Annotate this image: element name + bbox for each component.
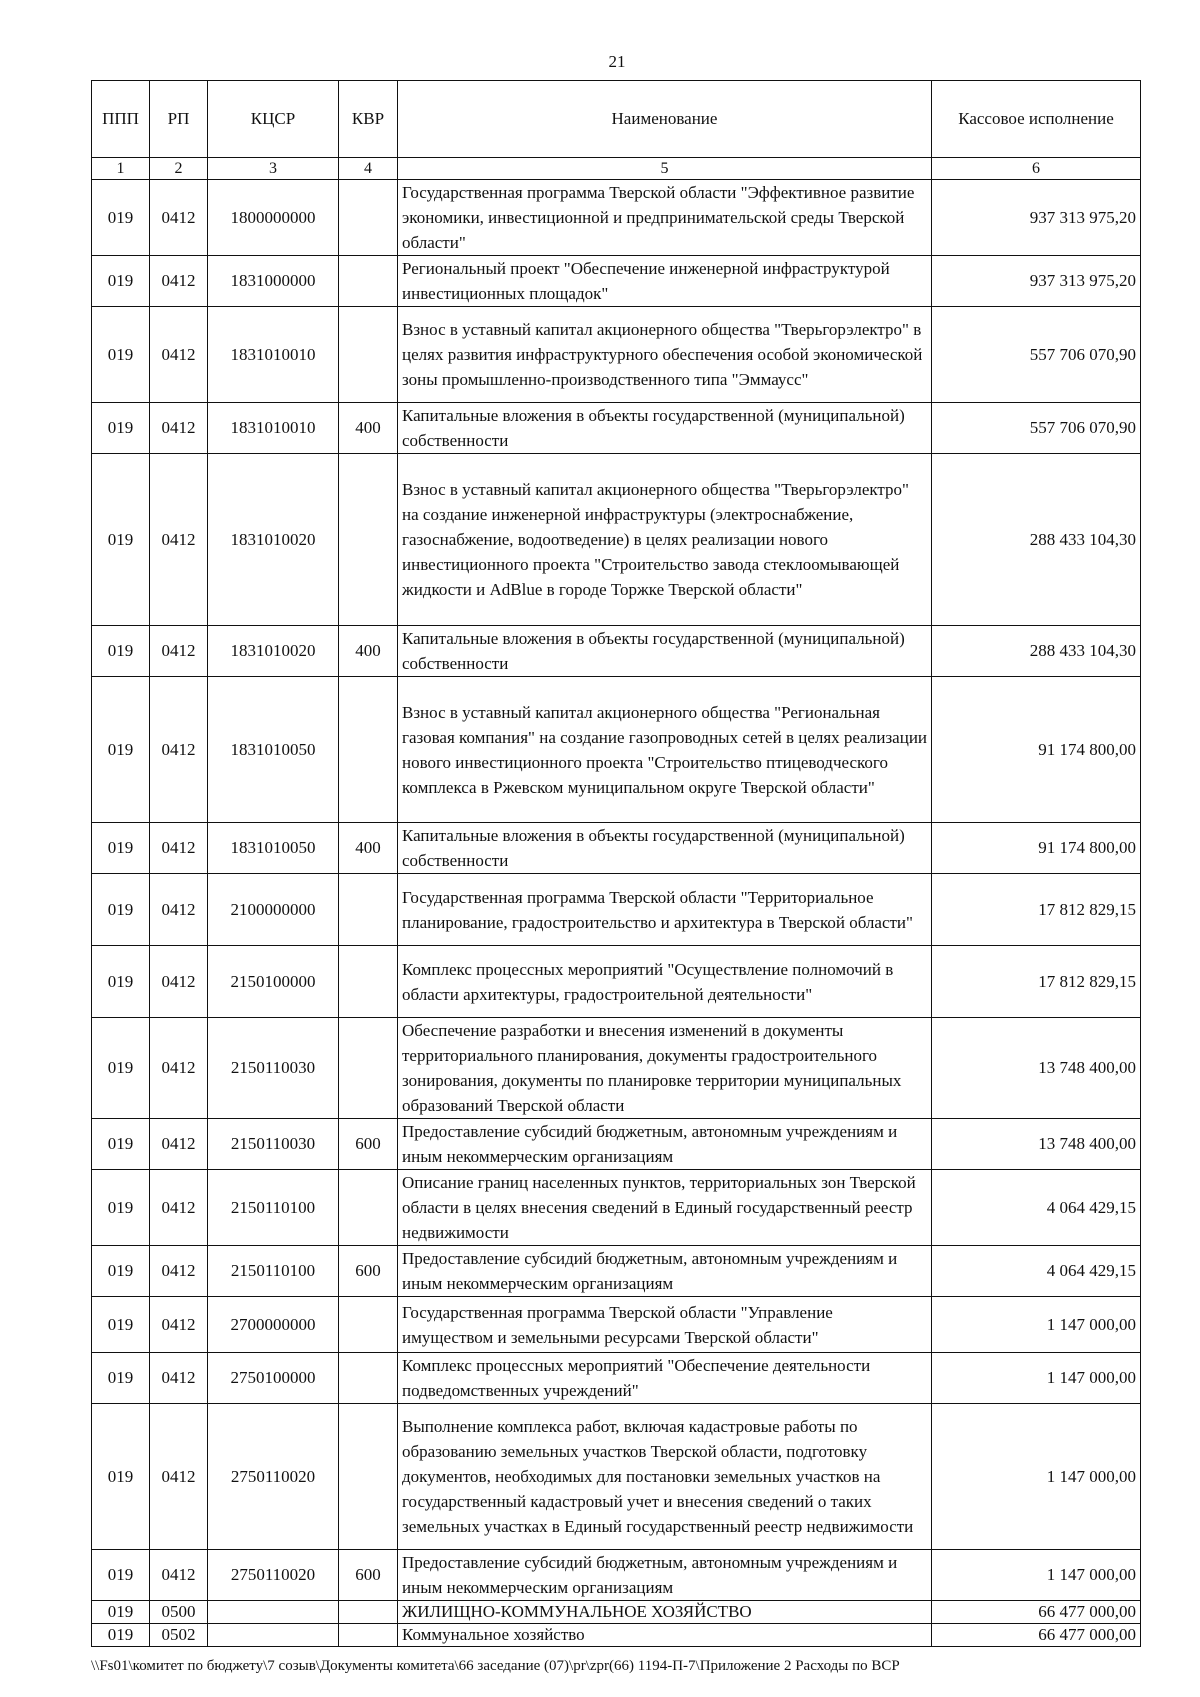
cell-kvr (339, 1404, 398, 1550)
cell-name: Капитальные вложения в объекты государственной (муниципальной) собственности (398, 403, 932, 454)
cell-rp: 0412 (150, 1246, 208, 1297)
cell-kcsr: 2750110020 (208, 1550, 339, 1601)
cell-ppp: 019 (92, 454, 150, 626)
cell-kvr: 600 (339, 1246, 398, 1297)
cell-amount: 4 064 429,15 (932, 1170, 1141, 1246)
cell-amount: 91 174 800,00 (932, 677, 1141, 823)
table-row (92, 1018, 1141, 1119)
cell-kcsr: 1831000000 (208, 256, 339, 307)
cell-kcsr: 1831010010 (208, 307, 339, 403)
column-number: 2 (150, 158, 208, 180)
table-row (92, 823, 1141, 874)
cell-rp: 0502 (150, 1624, 208, 1647)
cell-kcsr: 1831010010 (208, 403, 339, 454)
cell-kcsr: 1831010020 (208, 626, 339, 677)
cell-kcsr (208, 1601, 339, 1624)
cell-rp: 0412 (150, 874, 208, 946)
cell-kvr (339, 1018, 398, 1119)
header-amount: Кассовое исполнение (932, 81, 1141, 158)
cell-amount: 937 313 975,20 (932, 256, 1141, 307)
cell-rp: 0412 (150, 403, 208, 454)
cell-kcsr: 1831010050 (208, 823, 339, 874)
cell-kcsr: 2750110020 (208, 1404, 339, 1550)
cell-amount: 1 147 000,00 (932, 1404, 1141, 1550)
page-number: 21 (608, 52, 626, 71)
cell-rp: 0412 (150, 677, 208, 823)
cell-kvr: 400 (339, 823, 398, 874)
cell-rp: 0412 (150, 454, 208, 626)
table-row (92, 454, 1141, 626)
cell-amount: 288 433 104,30 (932, 626, 1141, 677)
cell-kvr (339, 1297, 398, 1353)
column-number: 5 (398, 158, 932, 180)
cell-name: Предоставление субсидий бюджетным, автономным учреждениям и иным некоммерческим организациям (398, 1246, 932, 1297)
cell-rp: 0412 (150, 256, 208, 307)
cell-ppp: 019 (92, 403, 150, 454)
cell-ppp: 019 (92, 256, 150, 307)
cell-kcsr: 2150110100 (208, 1246, 339, 1297)
cell-kvr (339, 256, 398, 307)
cell-rp: 0500 (150, 1601, 208, 1624)
cell-ppp: 019 (92, 1624, 150, 1647)
cell-ppp: 019 (92, 1246, 150, 1297)
cell-kcsr: 2150110100 (208, 1170, 339, 1246)
cell-amount: 91 174 800,00 (932, 823, 1141, 874)
table-row (92, 874, 1141, 946)
cell-name: Государственная программа Тверской области "Управление имуществом и земельными ресурсами Тверской области" (398, 1297, 932, 1353)
cell-kcsr: 1800000000 (208, 180, 339, 256)
table-row (92, 1119, 1141, 1170)
cell-amount: 557 706 070,90 (932, 403, 1141, 454)
cell-name: Региональный проект "Обеспечение инженерной инфраструктурой инвестиционных площадок" (398, 256, 932, 307)
cell-rp: 0412 (150, 626, 208, 677)
column-number-row (92, 158, 1141, 180)
cell-ppp: 019 (92, 1353, 150, 1404)
cell-ppp: 019 (92, 1404, 150, 1550)
table-row (92, 626, 1141, 677)
table-row (92, 1404, 1141, 1550)
cell-ppp: 019 (92, 1119, 150, 1170)
table-row (92, 1601, 1141, 1624)
cell-kvr (339, 180, 398, 256)
cell-name: Предоставление субсидий бюджетным, автономным учреждениям и иным некоммерческим организациям (398, 1550, 932, 1601)
cell-kcsr (208, 1624, 339, 1647)
cell-rp: 0412 (150, 1404, 208, 1550)
cell-name: Капитальные вложения в объекты государственной (муниципальной) собственности (398, 626, 932, 677)
cell-kcsr: 2100000000 (208, 874, 339, 946)
cell-amount: 17 812 829,15 (932, 946, 1141, 1018)
cell-rp: 0412 (150, 307, 208, 403)
cell-amount: 4 064 429,15 (932, 1246, 1141, 1297)
column-number: 1 (92, 158, 150, 180)
cell-name: Коммунальное хозяйство (398, 1624, 932, 1647)
cell-kvr (339, 874, 398, 946)
cell-amount: 17 812 829,15 (932, 874, 1141, 946)
table-row (92, 180, 1141, 256)
cell-kcsr: 1831010050 (208, 677, 339, 823)
cell-ppp: 019 (92, 874, 150, 946)
table-row (92, 307, 1141, 403)
cell-amount: 557 706 070,90 (932, 307, 1141, 403)
cell-kvr (339, 946, 398, 1018)
header-kvr: КВР (339, 81, 398, 158)
cell-kvr: 600 (339, 1119, 398, 1170)
column-number: 3 (208, 158, 339, 180)
cell-kvr (339, 1624, 398, 1647)
cell-rp: 0412 (150, 180, 208, 256)
cell-kvr: 400 (339, 403, 398, 454)
cell-kvr (339, 307, 398, 403)
cell-ppp: 019 (92, 180, 150, 256)
cell-amount: 13 748 400,00 (932, 1018, 1141, 1119)
table-row (92, 1297, 1141, 1353)
table-row (92, 1624, 1141, 1647)
cell-ppp: 019 (92, 1018, 150, 1119)
header-kcsr: КЦСР (208, 81, 339, 158)
cell-ppp: 019 (92, 1170, 150, 1246)
cell-rp: 0412 (150, 823, 208, 874)
column-number: 4 (339, 158, 398, 180)
table-row (92, 256, 1141, 307)
table-row (92, 1353, 1141, 1404)
cell-name: Комплекс процессных мероприятий "Осуществление полномочий в области архитектуры, градостроительной деятельности" (398, 946, 932, 1018)
cell-kvr (339, 677, 398, 823)
cell-kvr (339, 1353, 398, 1404)
cell-amount: 1 147 000,00 (932, 1297, 1141, 1353)
cell-ppp: 019 (92, 1550, 150, 1601)
cell-amount: 288 433 104,30 (932, 454, 1141, 626)
cell-kvr (339, 1170, 398, 1246)
cell-rp: 0412 (150, 1018, 208, 1119)
table-row (92, 1170, 1141, 1246)
cell-kcsr: 2750100000 (208, 1353, 339, 1404)
cell-name: Предоставление субсидий бюджетным, автономным учреждениям и иным некоммерческим организациям (398, 1119, 932, 1170)
cell-ppp: 019 (92, 677, 150, 823)
cell-name: Взнос в уставный капитал акционерного общества "Тверьгорэлектро" в целях развития инфраструктурного обеспечения особой экономической зоны промышленно-производственного типа "Эммаусс" (398, 307, 932, 403)
cell-kvr: 400 (339, 626, 398, 677)
cell-amount: 13 748 400,00 (932, 1119, 1141, 1170)
file-path-footer: \\Fs01\комитет по бюджету\7 созыв\Документы комитета\66 заседание (07)\pr\zpr(66) 1194-П-7\Приложение 2 Расходы по ВСР (91, 1658, 900, 1674)
column-number: 6 (932, 158, 1141, 180)
cell-name: Описание границ населенных пунктов, территориальных зон Тверской области в целях внесения сведений в Единый государственный реестр недвижимости (398, 1170, 932, 1246)
cell-name: Государственная программа Тверской области "Эффективное развитие экономики, инвестиционной и предпринимательской среды Тверской области" (398, 180, 932, 256)
table-row (92, 946, 1141, 1018)
cell-amount: 937 313 975,20 (932, 180, 1141, 256)
cell-name: Государственная программа Тверской области "Территориальное планирование, градостроительство и архитектура в Тверской области" (398, 874, 932, 946)
cell-name: Комплекс процессных мероприятий "Обеспечение деятельности подведомственных учреждений" (398, 1353, 932, 1404)
cell-name: Выполнение комплекса работ, включая кадастровые работы по образованию земельных участков Тверской области, подготовку документов, необходимых для постановки земельных участков на государственный кадастровый учет и внесения сведений о таких земельных участках в Единый государственный реестр недвижимости (398, 1404, 932, 1550)
cell-ppp: 019 (92, 946, 150, 1018)
cell-amount: 1 147 000,00 (932, 1550, 1141, 1601)
cell-ppp: 019 (92, 626, 150, 677)
cell-amount: 1 147 000,00 (932, 1353, 1141, 1404)
header-name: Наименование (398, 81, 932, 158)
cell-kcsr: 2150100000 (208, 946, 339, 1018)
cell-name: Обеспечение разработки и внесения изменений в документы территориального планирования, документы градостроительного зонирования, документы по планировке территории муниципальных образований Тверской области (398, 1018, 932, 1119)
cell-name: ЖИЛИЩНО-КОММУНАЛЬНОЕ ХОЗЯЙСТВО (398, 1601, 932, 1624)
cell-rp: 0412 (150, 1119, 208, 1170)
cell-ppp: 019 (92, 1601, 150, 1624)
cell-rp: 0412 (150, 1353, 208, 1404)
budget-table (91, 80, 1141, 1647)
cell-ppp: 019 (92, 1297, 150, 1353)
table-row (92, 1550, 1141, 1601)
header-ppp: ППП (92, 81, 150, 158)
cell-rp: 0412 (150, 1297, 208, 1353)
cell-kcsr: 2150110030 (208, 1018, 339, 1119)
cell-amount: 66 477 000,00 (932, 1624, 1141, 1647)
cell-rp: 0412 (150, 946, 208, 1018)
table-row (92, 1246, 1141, 1297)
cell-kvr (339, 1601, 398, 1624)
cell-kcsr: 2700000000 (208, 1297, 339, 1353)
cell-kvr: 600 (339, 1550, 398, 1601)
header-row (92, 81, 1141, 158)
table-row (92, 403, 1141, 454)
cell-name: Взнос в уставный капитал акционерного общества "Региональная газовая компания" на создание газопроводных сетей в целях реализации нового инвестиционного проекта "Строительство птицеводческого комплекса в Ржевском муниципальном округе Тверской области" (398, 677, 932, 823)
cell-name: Взнос в уставный капитал акционерного общества "Тверьгорэлектро" на создание инженерной инфраструктуры (электроснабжение, газоснабжение, водоотведение) в целях реализации нового инвестиционного проекта "Строительство завода стеклоомывающей жидкости и AdBlue в городе Торжке Тверской области" (398, 454, 932, 626)
cell-rp: 0412 (150, 1550, 208, 1601)
cell-kcsr: 2150110030 (208, 1119, 339, 1170)
header-rp: РП (150, 81, 208, 158)
cell-ppp: 019 (92, 823, 150, 874)
table-row (92, 677, 1141, 823)
cell-rp: 0412 (150, 1170, 208, 1246)
cell-kvr (339, 454, 398, 626)
cell-name: Капитальные вложения в объекты государственной (муниципальной) собственности (398, 823, 932, 874)
cell-ppp: 019 (92, 307, 150, 403)
cell-kcsr: 1831010020 (208, 454, 339, 626)
cell-amount: 66 477 000,00 (932, 1601, 1141, 1624)
